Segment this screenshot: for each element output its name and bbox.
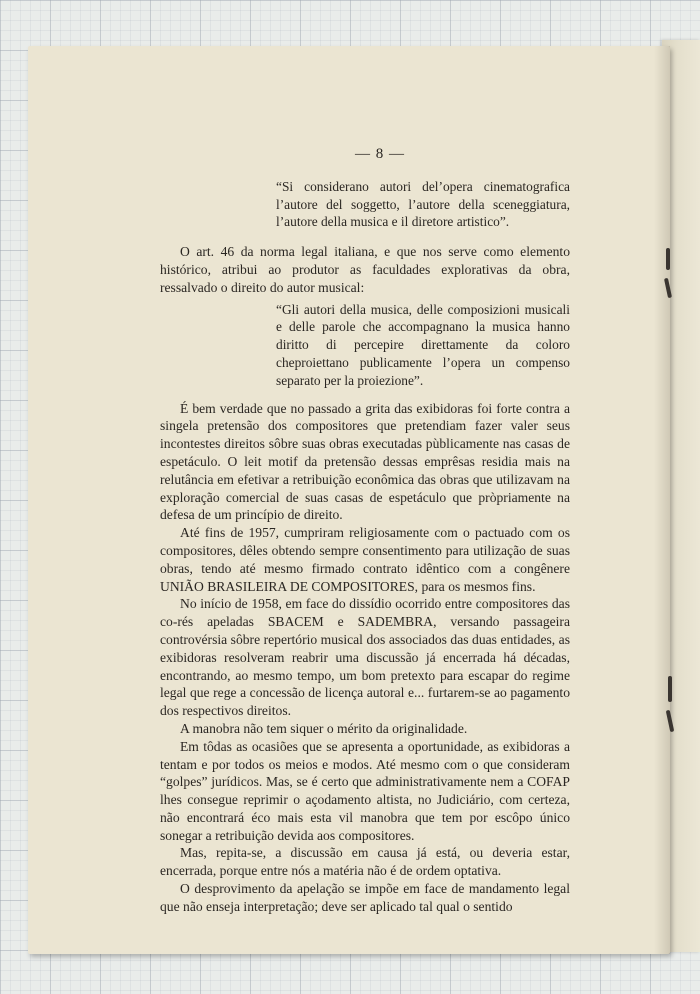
paragraph-manobra: A manobra não tem siquer o mérito da originalidade.: [180, 720, 468, 736]
page-number: — 8 —: [355, 146, 405, 162]
staple-bottom: [668, 676, 672, 702]
paragraph-ocasioes: Em tôdas as ocasiões que se apresenta a oportunidade, as exibidoras a tentam e por todos os meios e modos. Até mesmo com o que consideram “golpes” jurídicos. Mas, se é certo que administrativamente nem a COFAP lhes consegue reprimir o açodamento altista, no Judiciário, com certeza, não encontrará éco mais esta vil manobra que tem por escôpo único sonegar a retribuição devida aos compositores.: [160, 738, 570, 843]
paragraph-exibidoras: É bem verdade que no passado a grita das exibidoras foi forte contra a singela pretensão dos compositores que pretendiam fazer valer seus incontestes direitos sôbre suas obras executadas pùblicamente nas casas de espetáculo. O leit motif da pretensão dessas emprêsas residia mais na relutância em efetivar a retribuição econômica das obras que utilizavam na exploração comercial de suas casas de espetáculo que pròpriamente na defesa de um princípio de direito.: [160, 400, 570, 523]
page-text: [160, 146, 570, 916]
paragraph-repita-se: Mas, repita-se, a discussão em causa já está, ou deveria estar, encerrada, porque entre nós a matéria não é de ordem optativa.: [160, 845, 570, 879]
paragraph-art-46: O art. 46 da norma legal italiana, e que nos serve como elemento histórico, atribui ao produtor as faculdades explorativas da obra, ressalvado o direito do autor musical:: [160, 244, 570, 295]
paragraph-1957: Até fins de 1957, cumpriram religiosamente com o pactuado com os compositores, dêles obtendo sempre consentimento para utilização de suas obras, tendo até mesmo firmado contrato idêntico com a congênere UNIÃO BRASILEIRA DE COMPOSITORES, para os mesmos fins.: [160, 525, 570, 594]
binding-shadow: [654, 46, 670, 954]
paragraph-1958: No início de 1958, em face do dissídio ocorrido entre compositores das co-rés apeladas SBACEM e SADEMBRA, versando passageira controvérsia sôbre repertório musical dos associados das duas entidades, as exibidoras resolveram reabrir uma discussão já encerrada há décadas, encontrando, ao mesmo tempo, um bom pretexto para escapar do regime legal que rege a concessão de licença autoral e... furtarem-se ao pagamento dos respectivos direitos.: [160, 596, 570, 719]
paragraph-desprovimento: O desprovimento da apelação se impõe em face de mandamento legal que não enseja interpretação; deve ser aplicado tal qual o sentido: [160, 881, 570, 914]
quote-italian-1: “Si considerano autori del’opera cinematografica l’autore del soggetto, l’autore della sceneggiatura, l’autore della musica e il diretore artistico”.: [276, 178, 570, 230]
quote-italian-2: “Gli autori della musica, delle composizioni musicali e delle parole che accompagnano la musica hanno diritto di percepire direttamente da coloro cheproiettano publicamente l’opera un compenso separato per la proiezione”.: [276, 301, 570, 388]
staple-top: [666, 248, 670, 270]
